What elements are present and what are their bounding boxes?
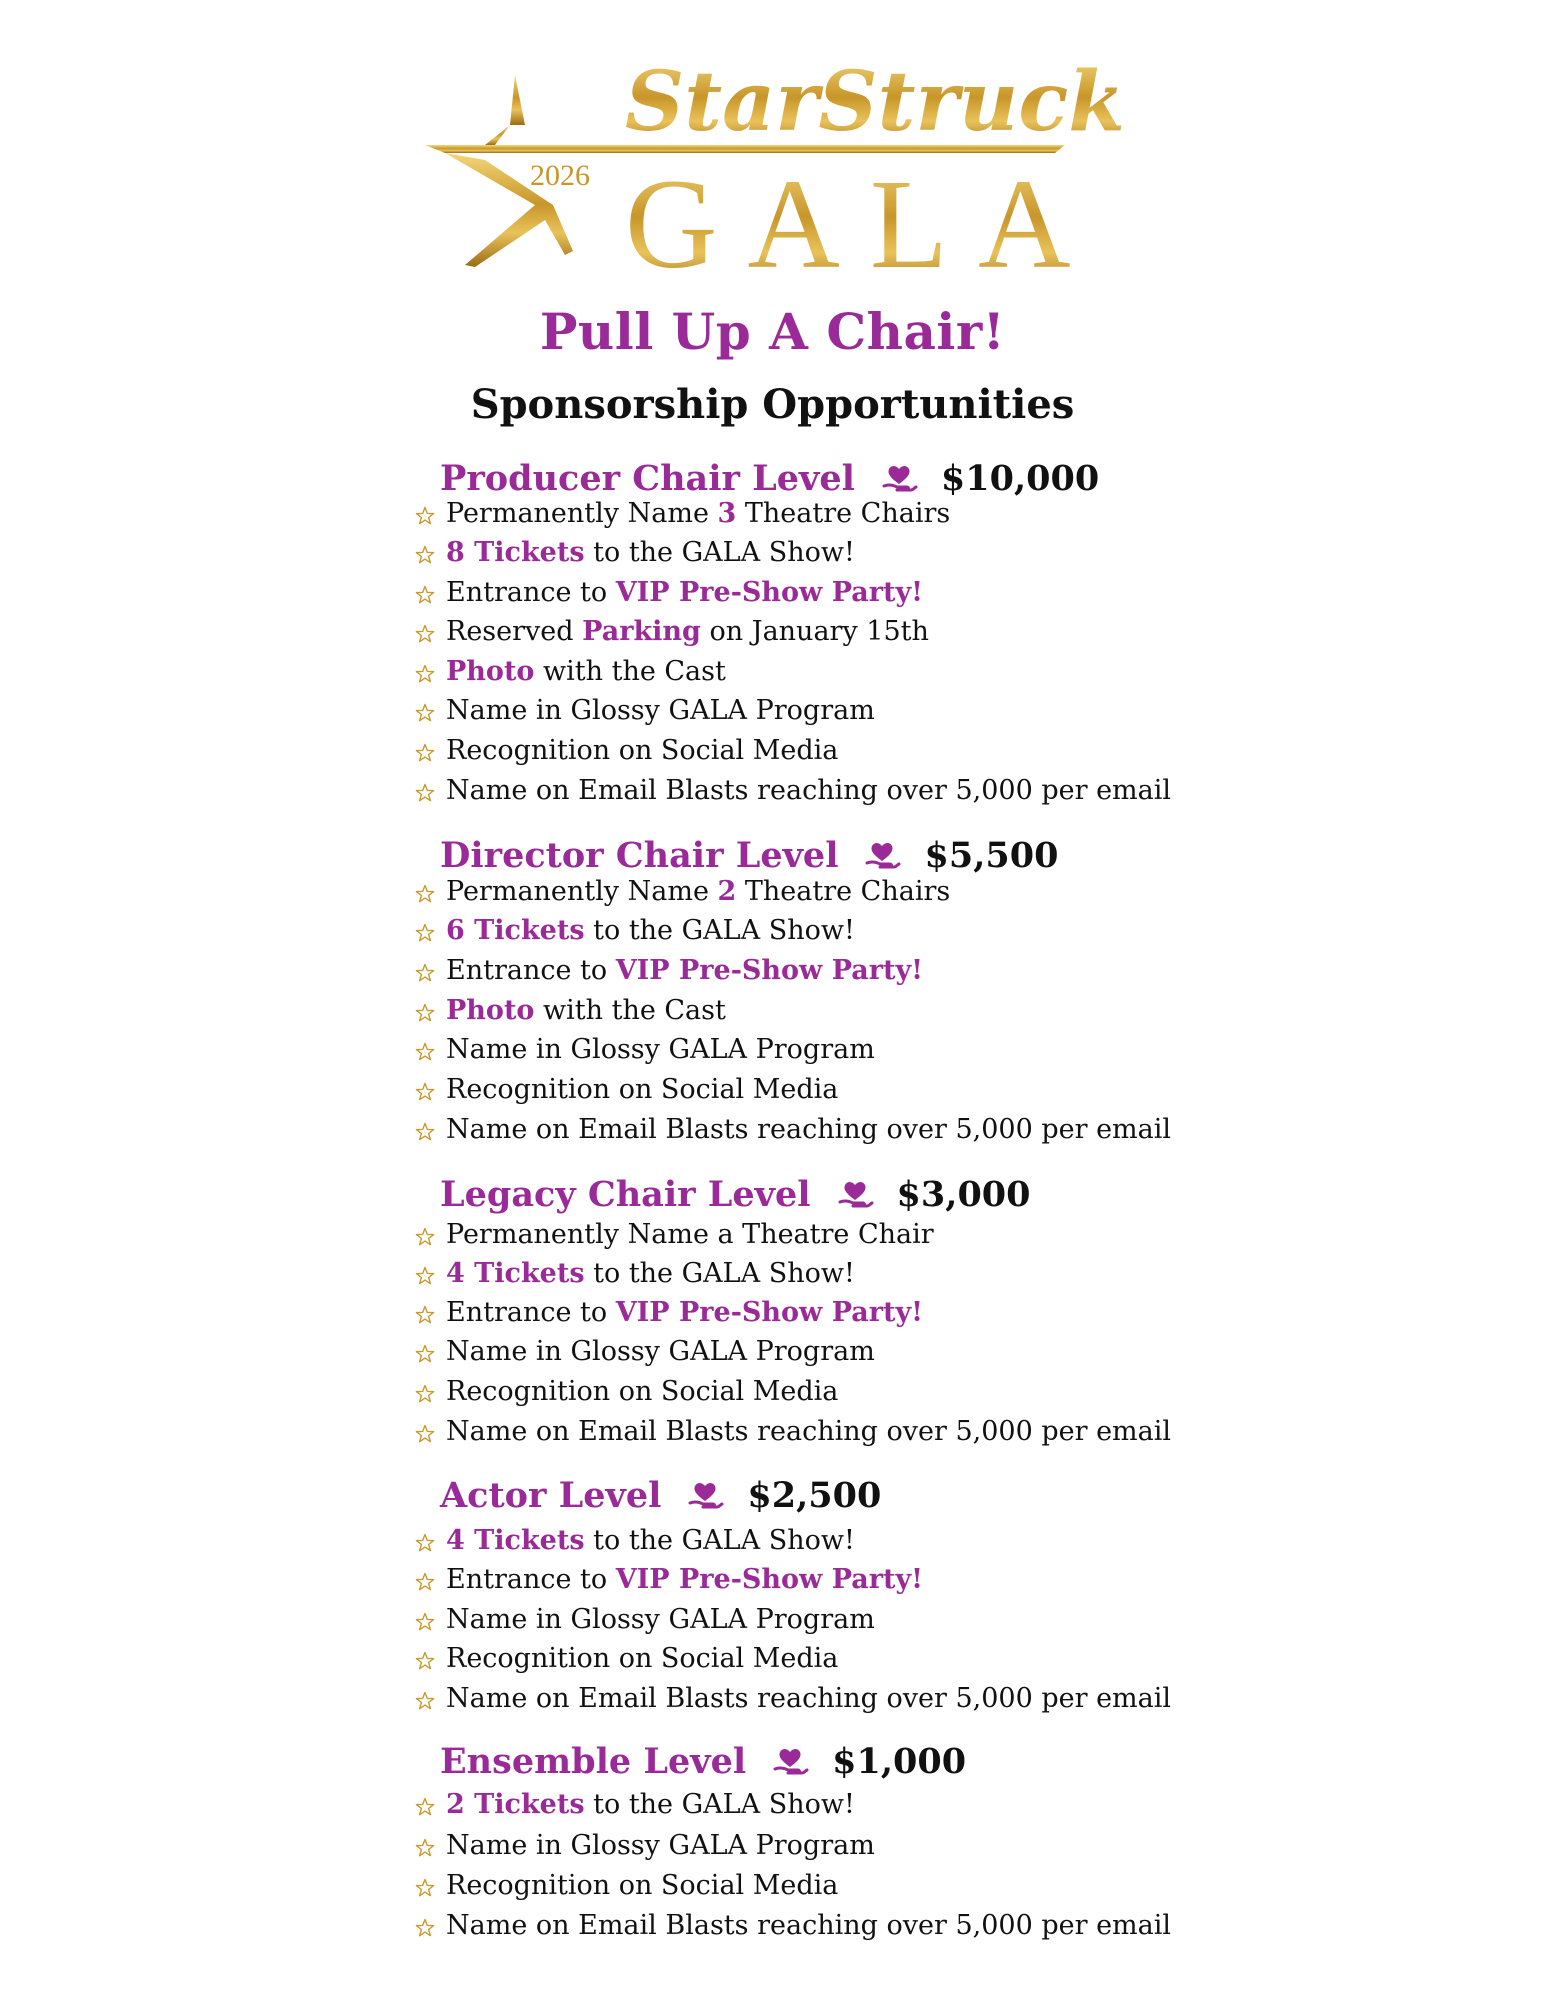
tier-price: $1,000 bbox=[832, 1740, 967, 1782]
star-outline-icon bbox=[415, 1305, 435, 1325]
star-outline-icon bbox=[415, 1424, 435, 1444]
benefit-text: Recognition on Social Media bbox=[446, 734, 839, 766]
benefit-item bbox=[415, 611, 929, 651]
star-outline-icon bbox=[415, 1878, 435, 1898]
star-outline-icon bbox=[415, 1042, 435, 1062]
benefit-item bbox=[415, 950, 923, 990]
logo-year: 2026 bbox=[530, 159, 590, 192]
benefit-item bbox=[415, 770, 1171, 810]
benefit-text: Entrance to VIP Pre-Show Party! bbox=[446, 576, 924, 608]
benefit-text: Recognition on Social Media bbox=[446, 1073, 839, 1105]
tier-price: $10,000 bbox=[940, 457, 1100, 499]
benefit-text: Name on Email Blasts reaching over 5,000 per email bbox=[446, 774, 1172, 806]
benefit-item bbox=[415, 1678, 1171, 1718]
benefit-item bbox=[415, 1411, 1171, 1451]
star-outline-icon bbox=[415, 963, 435, 983]
heart-in-hand-icon bbox=[864, 837, 900, 873]
benefit-text: Name in Glossy GALA Program bbox=[446, 1033, 875, 1065]
star-outline-icon bbox=[415, 664, 435, 684]
benefit-text: Permanently Name 3 Theatre Chairs bbox=[446, 497, 951, 529]
tier-heading bbox=[440, 1169, 1031, 1219]
star-outline-icon bbox=[415, 1082, 435, 1102]
benefit-item bbox=[415, 1029, 875, 1069]
benefit-item bbox=[415, 651, 726, 691]
heart-in-hand-icon bbox=[687, 1477, 723, 1513]
benefit-item bbox=[415, 1784, 855, 1824]
star-outline-icon bbox=[415, 1572, 435, 1592]
star-outline-icon bbox=[415, 1612, 435, 1632]
gold-star-icon bbox=[425, 45, 1126, 295]
logo-wordmark-top: StarStruck bbox=[625, 54, 1126, 150]
benefit-text: Photo with the Cast bbox=[446, 655, 726, 687]
benefit-text: Name on Email Blasts reaching over 5,000 per email bbox=[446, 1682, 1172, 1714]
star-outline-icon bbox=[415, 783, 435, 803]
tier-price: $2,500 bbox=[747, 1474, 882, 1516]
tier-name: Legacy Chair Level bbox=[440, 1173, 811, 1215]
star-outline-icon bbox=[415, 585, 435, 605]
logo-wordmark-bottom: GALA bbox=[625, 153, 1101, 295]
star-outline-icon bbox=[415, 506, 435, 526]
star-outline-icon bbox=[415, 1797, 435, 1817]
benefit-item bbox=[415, 1331, 875, 1371]
benefit-text: Entrance to VIP Pre-Show Party! bbox=[446, 1563, 924, 1595]
tier-heading bbox=[440, 1470, 881, 1520]
benefit-item bbox=[415, 1109, 1171, 1149]
benefit-text: Name in Glossy GALA Program bbox=[446, 1335, 875, 1367]
benefit-item bbox=[415, 690, 875, 730]
benefit-item bbox=[415, 1825, 875, 1865]
star-outline-icon bbox=[415, 743, 435, 763]
benefit-text: Entrance to VIP Pre-Show Party! bbox=[446, 954, 924, 986]
benefit-text: Recognition on Social Media bbox=[446, 1869, 839, 1901]
heart-in-hand-icon bbox=[772, 1743, 808, 1779]
benefit-text: Name on Email Blasts reaching over 5,000 per email bbox=[446, 1909, 1172, 1941]
benefit-item bbox=[415, 1865, 838, 1905]
benefit-item bbox=[415, 1069, 838, 1109]
benefit-text: Entrance to VIP Pre-Show Party! bbox=[446, 1296, 924, 1328]
benefit-text: Permanently Name 2 Theatre Chairs bbox=[446, 875, 951, 907]
tier-name: Actor Level bbox=[440, 1474, 662, 1516]
tier-name: Producer Chair Level bbox=[440, 457, 855, 499]
benefit-text: 4 Tickets to the GALA Show! bbox=[446, 1524, 855, 1556]
benefit-text: Name in Glossy GALA Program bbox=[446, 694, 875, 726]
star-outline-icon bbox=[415, 1918, 435, 1938]
benefit-text: 8 Tickets to the GALA Show! bbox=[446, 536, 855, 568]
benefit-item bbox=[415, 1599, 875, 1639]
star-outline-icon bbox=[415, 1003, 435, 1023]
benefit-item bbox=[415, 730, 838, 770]
star-outline-icon bbox=[415, 1838, 435, 1858]
heart-in-hand-icon bbox=[837, 1176, 873, 1212]
benefit-item bbox=[415, 990, 726, 1030]
benefit-item bbox=[415, 871, 950, 911]
benefit-item bbox=[415, 1905, 1171, 1945]
benefit-item bbox=[415, 1638, 838, 1678]
benefit-item bbox=[415, 1253, 855, 1293]
page-title: Pull Up A Chair! bbox=[539, 302, 1006, 361]
star-outline-icon bbox=[415, 1651, 435, 1671]
tier-price: $3,000 bbox=[896, 1173, 1031, 1215]
star-outline-icon bbox=[415, 545, 435, 565]
benefit-item bbox=[415, 532, 855, 572]
benefit-item bbox=[415, 1214, 934, 1254]
star-outline-icon bbox=[415, 1344, 435, 1364]
benefit-item bbox=[415, 1292, 923, 1332]
benefit-text: Name on Email Blasts reaching over 5,000 per email bbox=[446, 1415, 1172, 1447]
benefit-text: Name in Glossy GALA Program bbox=[446, 1829, 875, 1861]
benefit-item bbox=[415, 1559, 923, 1599]
benefit-item bbox=[415, 910, 855, 950]
star-outline-icon bbox=[415, 1122, 435, 1142]
star-outline-icon bbox=[415, 703, 435, 723]
star-outline-icon bbox=[415, 624, 435, 644]
benefit-text: Recognition on Social Media bbox=[446, 1642, 839, 1674]
benefit-item bbox=[415, 572, 923, 612]
star-outline-icon bbox=[415, 923, 435, 943]
star-outline-icon bbox=[415, 1384, 435, 1404]
benefit-item bbox=[415, 493, 950, 533]
tier-heading bbox=[440, 1736, 966, 1786]
tier-name: Director Chair Level bbox=[440, 834, 839, 876]
star-outline-icon bbox=[415, 884, 435, 904]
benefit-text: Permanently Name a Theatre Chair bbox=[446, 1218, 934, 1250]
star-outline-icon bbox=[415, 1266, 435, 1286]
star-outline-icon bbox=[415, 1227, 435, 1247]
benefit-text: Name in Glossy GALA Program bbox=[446, 1603, 875, 1635]
benefit-item bbox=[415, 1371, 838, 1411]
benefit-text: Recognition on Social Media bbox=[446, 1375, 839, 1407]
star-outline-icon bbox=[415, 1533, 435, 1553]
benefit-text: Photo with the Cast bbox=[446, 994, 726, 1026]
event-logo bbox=[425, 45, 1126, 295]
tier-price: $5,500 bbox=[924, 834, 1059, 876]
benefit-text: Name on Email Blasts reaching over 5,000 per email bbox=[446, 1113, 1172, 1145]
star-outline-icon bbox=[415, 1691, 435, 1711]
tier-name: Ensemble Level bbox=[440, 1740, 747, 1782]
benefit-text: 2 Tickets to the GALA Show! bbox=[446, 1788, 855, 1820]
heart-in-hand-icon bbox=[881, 460, 917, 496]
benefit-text: 4 Tickets to the GALA Show! bbox=[446, 1257, 855, 1289]
benefit-text: Reserved Parking on January 15th bbox=[446, 615, 929, 647]
benefit-item bbox=[415, 1520, 855, 1560]
page-subtitle: Sponsorship Opportunities bbox=[470, 381, 1075, 428]
benefit-text: 6 Tickets to the GALA Show! bbox=[446, 914, 855, 946]
